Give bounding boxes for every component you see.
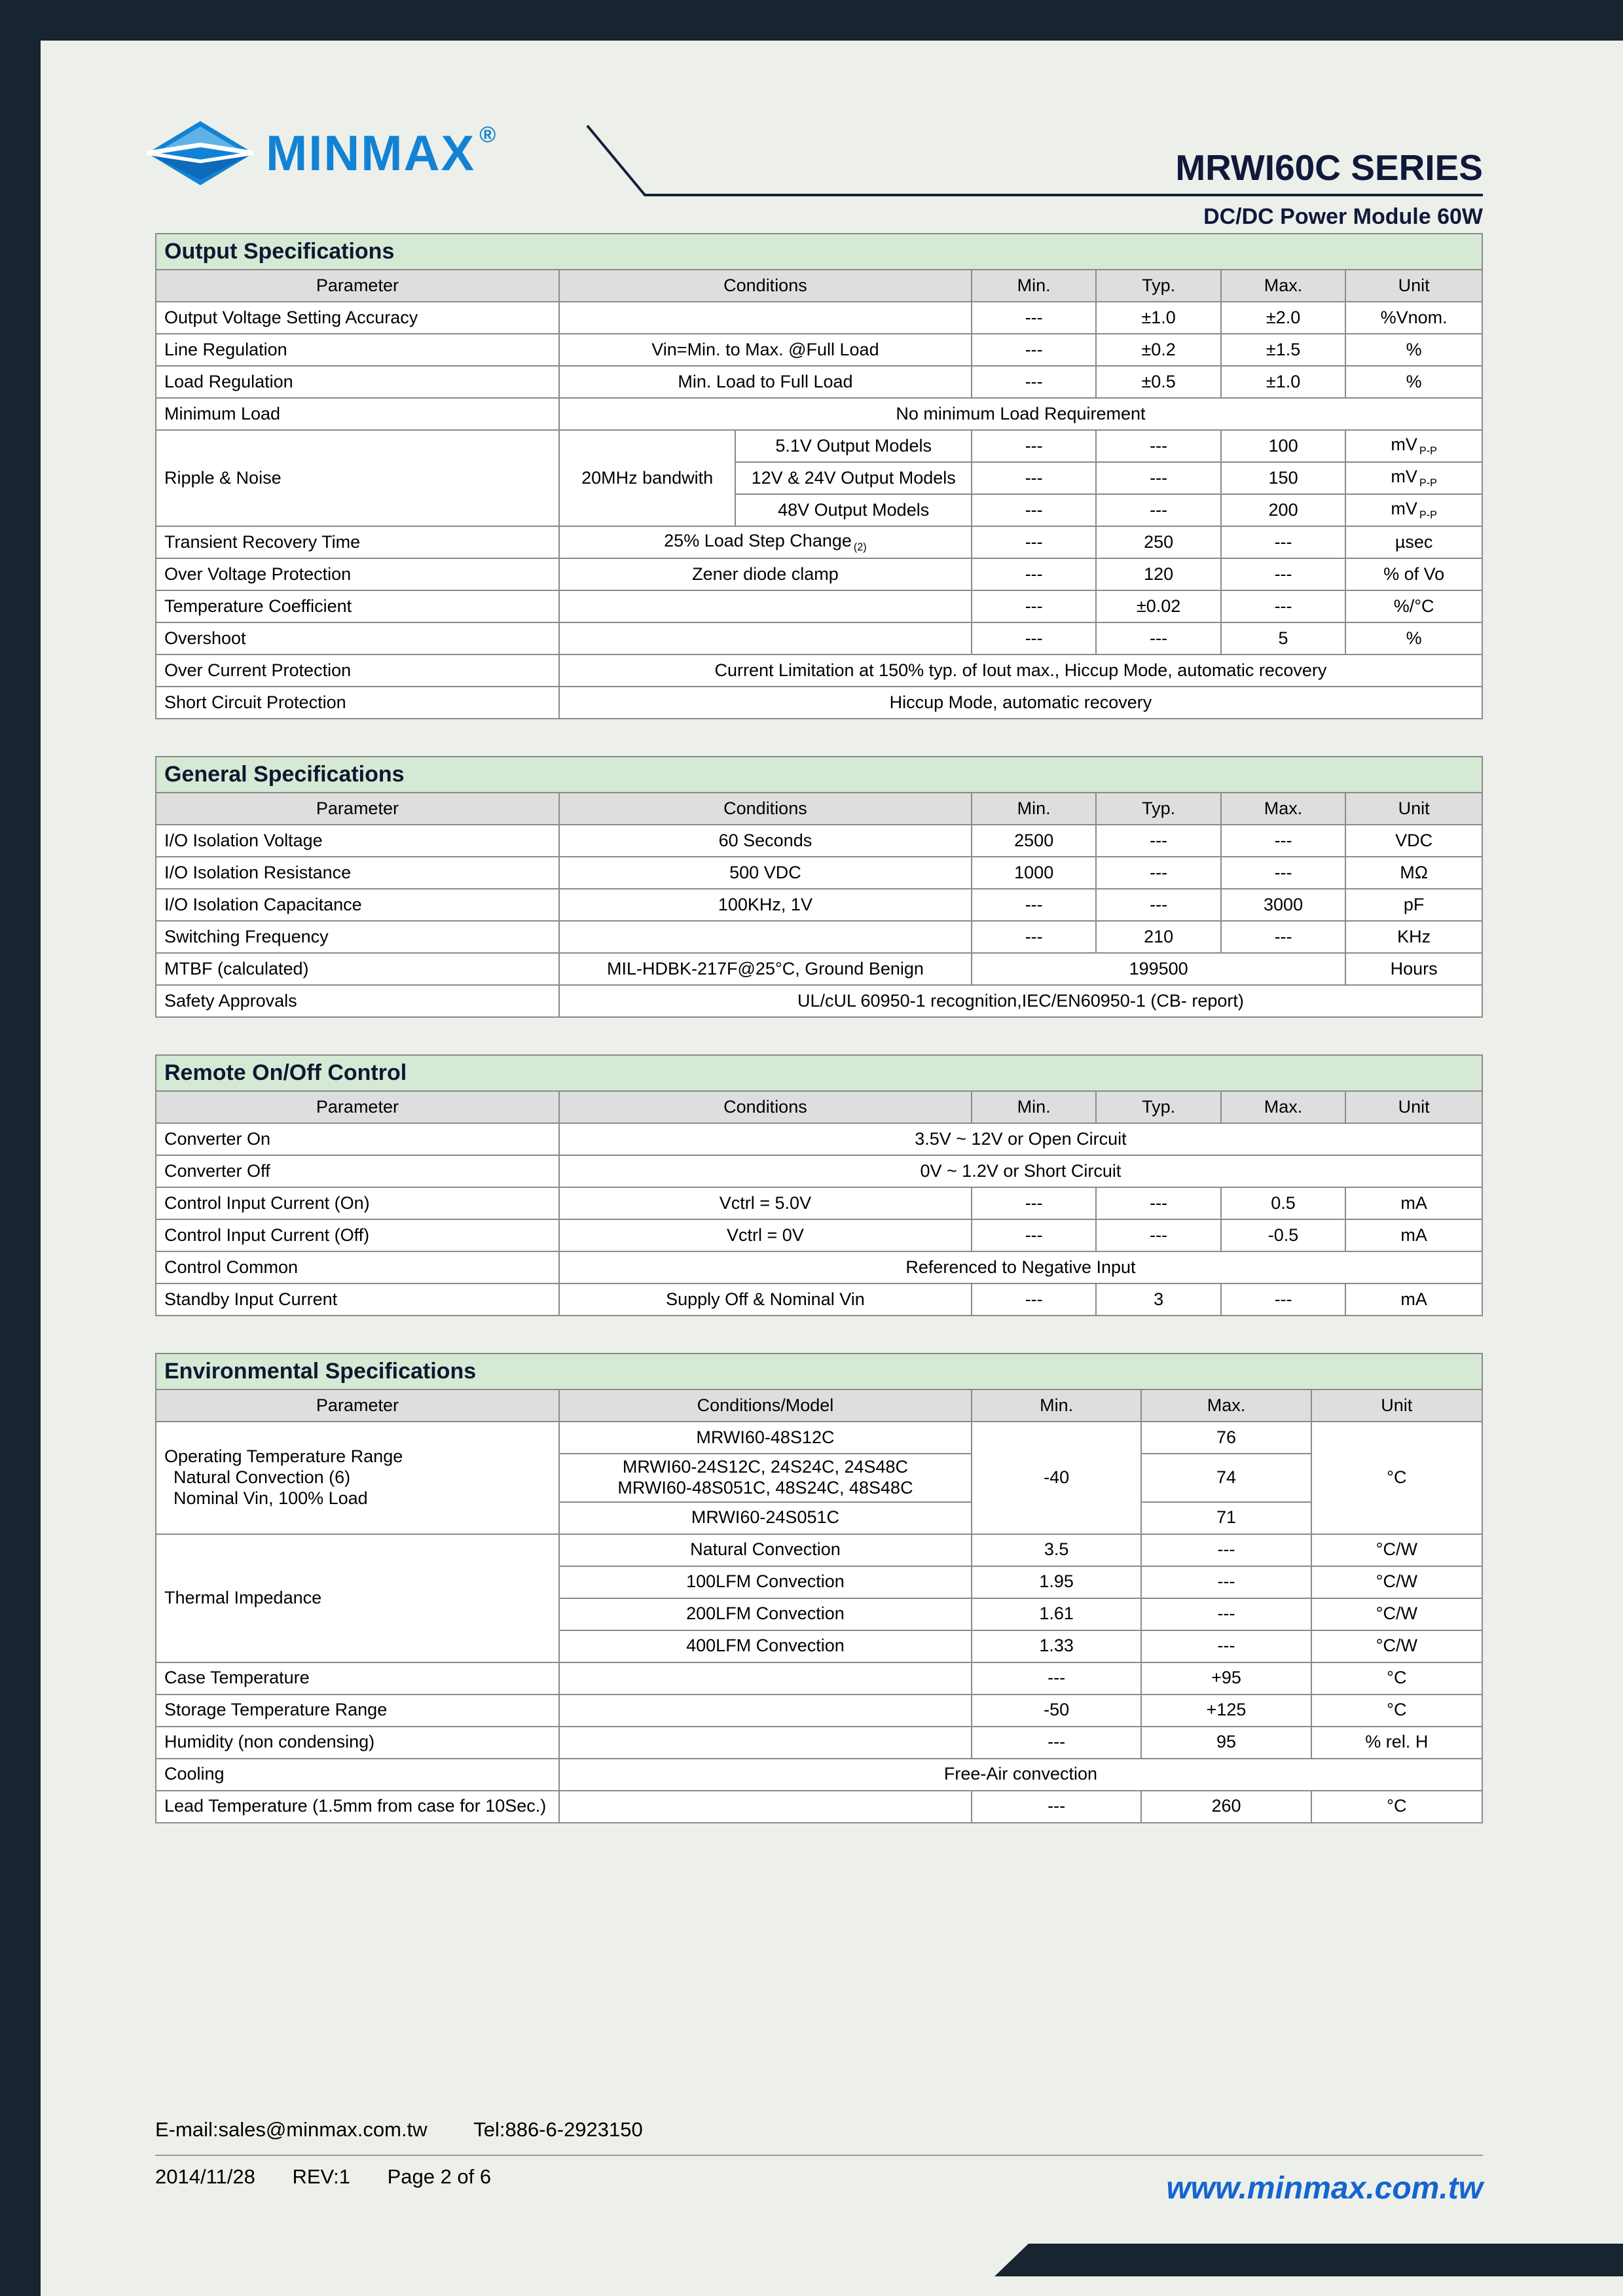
- table-cell: [559, 1791, 972, 1823]
- table-cell: pF: [1345, 889, 1482, 921]
- table-cell: ---: [1096, 825, 1220, 857]
- table-row: [156, 1251, 1482, 1283]
- table-cell: +125: [1141, 1695, 1311, 1727]
- table-cell: I/O Isolation Capacitance: [156, 889, 559, 921]
- column-header: Unit: [1311, 1390, 1482, 1422]
- table-header-row: [156, 1091, 1482, 1123]
- table-cell: MRWI60-24S12C, 24S24C, 24S48C MRWI60-48S051C, 48S24C, 48S48C: [559, 1454, 972, 1502]
- table-cell: 95: [1141, 1727, 1311, 1759]
- column-header: Max.: [1221, 793, 1345, 825]
- column-header: Parameter: [156, 793, 559, 825]
- table-row: [156, 590, 1482, 622]
- section-remote-on-off-control: [155, 1054, 1483, 1316]
- table-row: [156, 1791, 1482, 1823]
- table-cell: ±0.5: [1096, 366, 1220, 398]
- section-general-specifications: [155, 756, 1483, 1018]
- table-cell: °C/W: [1311, 1630, 1482, 1662]
- section-title: Output Specifications: [155, 233, 1483, 269]
- table-cell: 20MHz bandwith: [559, 430, 735, 526]
- table-cell: mA: [1345, 1187, 1482, 1219]
- table-cell: Min. Load to Full Load: [559, 366, 972, 398]
- table-cell: 100LFM Convection: [559, 1566, 972, 1598]
- table-cell: Control Input Current (On): [156, 1187, 559, 1219]
- table-cell: Referenced to Negative Input: [559, 1251, 1482, 1283]
- column-header: Min.: [972, 270, 1096, 302]
- table-cell: Natural Convection: [559, 1534, 972, 1566]
- table-cell: °C: [1311, 1695, 1482, 1727]
- column-header: Min.: [972, 1390, 1141, 1422]
- table-row: [156, 366, 1482, 398]
- table-row: [156, 825, 1482, 857]
- table-cell: Overshoot: [156, 622, 559, 655]
- table-cell: Short Circuit Protection: [156, 687, 559, 719]
- section-environmental-specifications: [155, 1353, 1483, 1823]
- table-row: [156, 1534, 1482, 1566]
- table-cell: 3.5: [972, 1534, 1141, 1566]
- table-cell: Converter Off: [156, 1155, 559, 1187]
- table-cell: MRWI60-48S12C: [559, 1422, 972, 1454]
- column-header: Max.: [1141, 1390, 1311, 1422]
- table-cell: 3: [1096, 1283, 1220, 1316]
- table-cell: ---: [972, 302, 1096, 334]
- table-cell: ---: [1221, 921, 1345, 953]
- table-cell: 260: [1141, 1791, 1311, 1823]
- table-cell: 5.1V Output Models: [735, 430, 972, 462]
- table-cell: 200: [1221, 494, 1345, 526]
- table-cell: 60 Seconds: [559, 825, 972, 857]
- table-cell: %/°C: [1345, 590, 1482, 622]
- email-link[interactable]: E-mail:sales@minmax.com.tw: [155, 2118, 428, 2141]
- table-cell: ±2.0: [1221, 302, 1345, 334]
- table-cell: ---: [972, 1791, 1141, 1823]
- table-cell: 100: [1221, 430, 1345, 462]
- table-cell: 200LFM Convection: [559, 1598, 972, 1630]
- table-cell: ---: [1096, 494, 1220, 526]
- table-cell: ---: [972, 1187, 1096, 1219]
- table-cell: ---: [972, 1219, 1096, 1251]
- page-title: MRWI60C SERIES: [1175, 147, 1483, 188]
- table-row: [156, 334, 1482, 366]
- column-header: Parameter: [156, 1390, 559, 1422]
- table-cell: ---: [972, 526, 1096, 558]
- column-header: Conditions: [559, 793, 972, 825]
- table-cell: Cooling: [156, 1759, 559, 1791]
- table-cell: °C/W: [1311, 1534, 1482, 1566]
- website-link[interactable]: www.minmax.com.tw: [1166, 2171, 1483, 2206]
- footer-contact: [155, 2118, 643, 2142]
- table-cell: Line Regulation: [156, 334, 559, 366]
- table-row: [156, 1219, 1482, 1251]
- table-cell: -40: [972, 1422, 1141, 1534]
- table-cell: [559, 622, 972, 655]
- table-cell: Operating Temperature Range Natural Convection (6) Nominal Vin, 100% Load: [156, 1422, 559, 1534]
- table-cell: [559, 1727, 972, 1759]
- table-row: [156, 889, 1482, 921]
- table-cell: 3000: [1221, 889, 1345, 921]
- table-cell: I/O Isolation Voltage: [156, 825, 559, 857]
- registered-mark: ®: [479, 122, 496, 147]
- column-header: Max.: [1221, 1091, 1345, 1123]
- table-cell: 1.95: [972, 1566, 1141, 1598]
- column-header: Unit: [1345, 270, 1482, 302]
- table-cell: ---: [1096, 1187, 1220, 1219]
- table-row: [156, 398, 1482, 430]
- table-cell: KHz: [1345, 921, 1482, 953]
- table-cell: Current Limitation at 150% typ. of Iout max., Hiccup Mode, automatic recovery: [559, 655, 1482, 687]
- table-cell: Humidity (non condensing): [156, 1727, 559, 1759]
- table-cell: ---: [1221, 825, 1345, 857]
- table-row: [156, 1283, 1482, 1316]
- table-cell: ---: [1141, 1534, 1311, 1566]
- table-cell: Over Current Protection: [156, 655, 559, 687]
- table-cell: -50: [972, 1695, 1141, 1727]
- table-cell: Vin=Min. to Max. @Full Load: [559, 334, 972, 366]
- table-row: [156, 1662, 1482, 1695]
- table-row: [156, 655, 1482, 687]
- table-cell: Lead Temperature (1.5mm from case for 10Sec.): [156, 1791, 559, 1823]
- table-cell: 500 VDC: [559, 857, 972, 889]
- table-cell: ---: [1221, 590, 1345, 622]
- table-cell: ---: [1221, 558, 1345, 590]
- table-cell: 12V & 24V Output Models: [735, 462, 972, 494]
- table-cell: Standby Input Current: [156, 1283, 559, 1316]
- table-cell: Case Temperature: [156, 1662, 559, 1695]
- table-cell: 3.5V ~ 12V or Open Circuit: [559, 1123, 1482, 1155]
- table-cell: Safety Approvals: [156, 985, 559, 1017]
- table-cell: ---: [1221, 1283, 1345, 1316]
- section-title: Environmental Specifications: [155, 1353, 1483, 1389]
- table-cell: Temperature Coefficient: [156, 590, 559, 622]
- table-cell: ---: [972, 622, 1096, 655]
- section-title: Remote On/Off Control: [155, 1054, 1483, 1090]
- table-row: [156, 622, 1482, 655]
- table-cell: VDC: [1345, 825, 1482, 857]
- table-cell: ±0.2: [1096, 334, 1220, 366]
- table-cell: 1.61: [972, 1598, 1141, 1630]
- table-cell: mV $_{P-P}$: [1345, 494, 1482, 526]
- table-cell: µsec: [1345, 526, 1482, 558]
- table-cell: mA: [1345, 1219, 1482, 1251]
- table-row: [156, 1695, 1482, 1727]
- table-cell: ±1.0: [1221, 366, 1345, 398]
- table-cell: Zener diode clamp: [559, 558, 972, 590]
- column-header: Typ.: [1096, 1091, 1220, 1123]
- table-cell: °C/W: [1311, 1598, 1482, 1630]
- table-cell: Minimum Load: [156, 398, 559, 430]
- table-cell: ---: [972, 334, 1096, 366]
- table-row: [156, 558, 1482, 590]
- table-cell: Supply Off & Nominal Vin: [559, 1283, 972, 1316]
- column-header: Typ.: [1096, 793, 1220, 825]
- frame-top-bar: [0, 0, 1623, 41]
- table-cell: Vctrl = 0V: [559, 1219, 972, 1251]
- table-row: [156, 985, 1482, 1017]
- table-header-row: [156, 793, 1482, 825]
- table-cell: ---: [972, 366, 1096, 398]
- table-cell: ---: [972, 558, 1096, 590]
- table-cell: 210: [1096, 921, 1220, 953]
- table-cell: %: [1345, 622, 1482, 655]
- table-cell: 71: [1141, 1502, 1311, 1534]
- table-cell: MRWI60-24S051C: [559, 1502, 972, 1534]
- table-cell: 1.33: [972, 1630, 1141, 1662]
- column-header: Conditions/Model: [559, 1390, 972, 1422]
- table-cell: Switching Frequency: [156, 921, 559, 953]
- table-cell: ---: [1096, 1219, 1220, 1251]
- column-header: Unit: [1345, 793, 1482, 825]
- table-cell: [559, 1695, 972, 1727]
- table-cell: [559, 1662, 972, 1695]
- table-row: [156, 526, 1482, 558]
- frame-bottom-bar: [994, 2244, 1623, 2276]
- table-cell: ---: [972, 889, 1096, 921]
- table-cell: ---: [1096, 889, 1220, 921]
- table-cell: 400LFM Convection: [559, 1630, 972, 1662]
- table-cell: ---: [1141, 1598, 1311, 1630]
- table-cell: Storage Temperature Range: [156, 1695, 559, 1727]
- table-cell: Hours: [1345, 953, 1482, 985]
- table-row: [156, 921, 1482, 953]
- table-cell: ---: [972, 590, 1096, 622]
- table-cell: °C/W: [1311, 1566, 1482, 1598]
- table-cell: 76: [1141, 1422, 1311, 1454]
- table-cell: mV $_{P-P}$: [1345, 462, 1482, 494]
- table-cell: +95: [1141, 1662, 1311, 1695]
- table-cell: Transient Recovery Time: [156, 526, 559, 558]
- table-cell: Output Voltage Setting Accuracy: [156, 302, 559, 334]
- table-cell: UL/cUL 60950-1 recognition,IEC/EN60950-1 (CB- report): [559, 985, 1482, 1017]
- table-cell: I/O Isolation Resistance: [156, 857, 559, 889]
- table-row: [156, 1187, 1482, 1219]
- table-cell: mA: [1345, 1283, 1482, 1316]
- table-cell: ---: [1141, 1566, 1311, 1598]
- table-cell: ---: [1096, 622, 1220, 655]
- table-cell: ---: [972, 462, 1096, 494]
- table-cell: 0V ~ 1.2V or Short Circuit: [559, 1155, 1482, 1187]
- telephone-number: Tel:886-6-2923150: [473, 2118, 643, 2141]
- table-cell: 2500: [972, 825, 1096, 857]
- table-cell: Ripple & Noise: [156, 430, 559, 526]
- document-date: 2014/11/28: [155, 2165, 255, 2188]
- table-row: [156, 953, 1482, 985]
- column-header: Parameter: [156, 1091, 559, 1123]
- table-row: [156, 857, 1482, 889]
- table-cell: Control Common: [156, 1251, 559, 1283]
- output-specifications-table: [155, 269, 1483, 719]
- table-cell: Hiccup Mode, automatic recovery: [559, 687, 1482, 719]
- table-cell: ---: [972, 1283, 1096, 1316]
- column-header: Max.: [1221, 270, 1345, 302]
- table-cell: -0.5: [1221, 1219, 1345, 1251]
- footer-meta: [155, 2165, 522, 2189]
- table-row: [156, 1759, 1482, 1791]
- table-cell: ---: [1221, 526, 1345, 558]
- table-cell: 74: [1141, 1454, 1311, 1502]
- table-cell: ---: [972, 430, 1096, 462]
- remote-on-off-control-table: [155, 1090, 1483, 1316]
- table-cell: 250: [1096, 526, 1220, 558]
- table-cell: MIL-HDBK-217F@25°C, Ground Benign: [559, 953, 972, 985]
- table-cell: Vctrl = 5.0V: [559, 1187, 972, 1219]
- table-cell: Converter On: [156, 1123, 559, 1155]
- brand-name: MINMAX: [266, 125, 476, 181]
- table-cell: MTBF (calculated): [156, 953, 559, 985]
- table-cell: 25% Load Step Change $_{(2)}$: [559, 526, 972, 558]
- table-row: [156, 430, 1482, 462]
- page-number: Page 2 of 6: [387, 2165, 492, 2188]
- table-cell: Free-Air convection: [559, 1759, 1482, 1791]
- table-cell: ---: [1096, 462, 1220, 494]
- table-cell: ---: [1096, 430, 1220, 462]
- table-cell: ---: [972, 1727, 1141, 1759]
- column-header: Conditions: [559, 270, 972, 302]
- column-header: Parameter: [156, 270, 559, 302]
- table-cell: No minimum Load Requirement: [559, 398, 1482, 430]
- table-cell: 48V Output Models: [735, 494, 972, 526]
- column-header: Min.: [972, 1091, 1096, 1123]
- table-cell: %: [1345, 366, 1482, 398]
- column-header: Typ.: [1096, 270, 1220, 302]
- table-cell: 100KHz, 1V: [559, 889, 972, 921]
- table-cell: °C: [1311, 1791, 1482, 1823]
- table-cell: ---: [1096, 857, 1220, 889]
- table-cell: ±1.5: [1221, 334, 1345, 366]
- table-row: [156, 1155, 1482, 1187]
- table-cell: °C: [1311, 1422, 1482, 1534]
- column-header: Unit: [1345, 1091, 1482, 1123]
- table-cell: 120: [1096, 558, 1220, 590]
- table-row: [156, 1422, 1482, 1454]
- table-cell: [559, 590, 972, 622]
- column-header: Conditions: [559, 1091, 972, 1123]
- table-cell: ---: [972, 494, 1096, 526]
- general-specifications-table: [155, 792, 1483, 1018]
- table-cell: 0.5: [1221, 1187, 1345, 1219]
- page-subtitle: DC/DC Power Module 60W: [1203, 204, 1483, 229]
- table-cell: MΩ: [1345, 857, 1482, 889]
- table-cell: %: [1345, 334, 1482, 366]
- spec-content: [155, 233, 1483, 1860]
- frame-left-bar: [0, 0, 41, 2296]
- table-cell: 150: [1221, 462, 1345, 494]
- table-cell: ±0.02: [1096, 590, 1220, 622]
- table-cell: 199500: [972, 953, 1345, 985]
- table-cell: % rel. H: [1311, 1727, 1482, 1759]
- table-cell: [559, 921, 972, 953]
- table-header-row: [156, 270, 1482, 302]
- table-cell: Load Regulation: [156, 366, 559, 398]
- table-row: [156, 302, 1482, 334]
- table-cell: [559, 302, 972, 334]
- section-title: General Specifications: [155, 756, 1483, 792]
- table-cell: °C: [1311, 1662, 1482, 1695]
- footer-divider-line: [155, 2155, 1483, 2156]
- table-cell: ---: [972, 921, 1096, 953]
- table-cell: % of Vo: [1345, 558, 1482, 590]
- table-header-row: [156, 1390, 1482, 1422]
- table-cell: 1000: [972, 857, 1096, 889]
- table-cell: Thermal Impedance: [156, 1534, 559, 1662]
- column-header: Min.: [972, 793, 1096, 825]
- table-cell: 5: [1221, 622, 1345, 655]
- table-cell: Control Input Current (Off): [156, 1219, 559, 1251]
- table-cell: ±1.0: [1096, 302, 1220, 334]
- table-row: [156, 1727, 1482, 1759]
- table-cell: ---: [972, 1662, 1141, 1695]
- revision-label: REV:1: [292, 2165, 350, 2188]
- table-row: [156, 1123, 1482, 1155]
- table-cell: ---: [1141, 1630, 1311, 1662]
- table-row: [156, 687, 1482, 719]
- environmental-specifications-table: [155, 1389, 1483, 1823]
- table-cell: mV $_{P-P}$: [1345, 430, 1482, 462]
- table-cell: %Vnom.: [1345, 302, 1482, 334]
- table-cell: Over Voltage Protection: [156, 558, 559, 590]
- table-cell: ---: [1221, 857, 1345, 889]
- section-output-specifications: [155, 233, 1483, 719]
